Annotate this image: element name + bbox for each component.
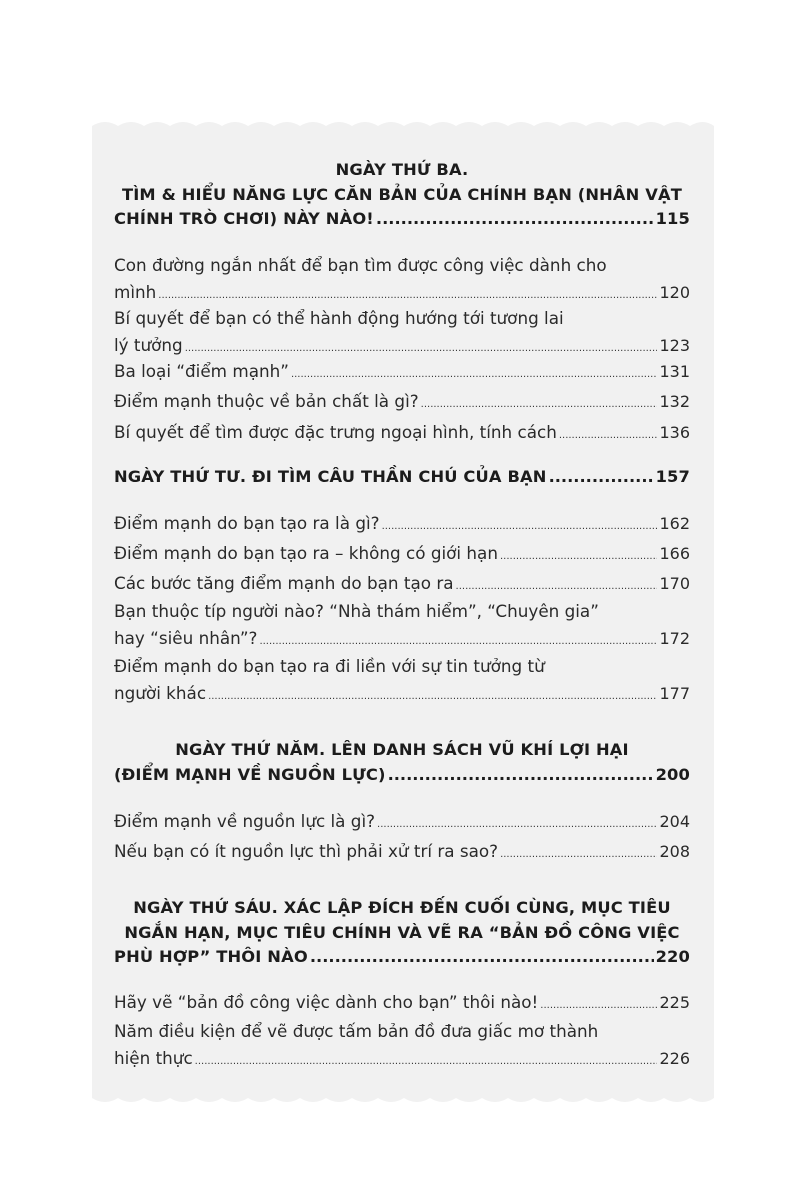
toc-entry[interactable]	[114, 419, 690, 450]
chapter-title-line: NGÀY THỨ TƯ. ĐI TÌM CÂU THẦN CHÚ CỦA BẠN	[114, 467, 547, 486]
toc-entry[interactable]	[114, 653, 690, 710]
torn-bottom-edge	[92, 1092, 714, 1104]
entry-page-number: 172	[659, 628, 690, 648]
entry-title-line: Hãy vẽ “bản đồ công việc dành cho bạn” thôi nào!	[114, 992, 539, 1012]
dot-leader	[388, 763, 654, 788]
torn-top-edge	[92, 120, 714, 132]
chapter-page-number: 200	[655, 764, 690, 784]
entry-title-line: Năm điều kiện để vẽ được tấm bản đồ đưa giấc mơ thành	[114, 1021, 599, 1041]
toc-entry[interactable]	[114, 252, 690, 309]
chapter-page-number: 115	[655, 209, 690, 228]
chapter-title-line: TÌM & HIỂU NĂNG LỰC CĂN BẢN CỦA CHÍNH BẠN (NHÂN VẬT	[121, 184, 683, 204]
toc-entry[interactable]	[114, 598, 690, 655]
toc-entry[interactable]	[114, 1018, 690, 1075]
chapter-page-number: 157	[655, 467, 690, 486]
entry-title-line: hiện thực	[114, 1047, 193, 1068]
paper-edge-shape	[92, 1092, 714, 1102]
dot-leader	[559, 423, 658, 450]
chapter-title-line: NGÀY THỨ BA.	[335, 160, 469, 179]
dot-leader	[310, 945, 654, 970]
toc-entry[interactable]	[114, 305, 690, 362]
toc-entry[interactable]	[114, 989, 690, 1020]
entry-title-line: hay “siêu nhân”?	[114, 627, 258, 648]
chapter-title-line: NGÀY THỨ NĂM. LÊN DANH SÁCH VŨ KHÍ LỢI HẠI	[175, 740, 629, 759]
dot-leader	[208, 684, 657, 711]
toc-entry[interactable]	[114, 540, 690, 571]
entry-page-number: 204	[659, 812, 690, 831]
toc-entry[interactable]	[114, 510, 690, 541]
entry-page-number: 162	[659, 514, 690, 533]
entry-page-number: 120	[659, 282, 690, 302]
dot-leader	[291, 362, 658, 389]
dot-leader	[382, 514, 658, 541]
toc-entry[interactable]	[114, 838, 690, 869]
chapter-heading[interactable]	[114, 896, 690, 970]
entry-title-line: Ba loại “điểm mạnh”	[114, 361, 289, 381]
entry-page-number: 225	[659, 993, 690, 1012]
entry-page-number: 166	[659, 544, 690, 563]
chapter-heading[interactable]	[114, 158, 690, 232]
chapter-heading[interactable]	[114, 465, 690, 490]
dot-leader	[540, 993, 657, 1020]
entry-title-line: Điểm mạnh do bạn tạo ra đi liền với sự tin tưởng từ	[114, 656, 545, 676]
toc-entry[interactable]	[114, 808, 690, 839]
entry-title-line: Bí quyết để tìm được đặc trưng ngoại hình, tính cách	[114, 422, 557, 442]
entry-title-line: lý tưởng	[114, 334, 183, 355]
entry-page-number: 226	[659, 1048, 690, 1068]
entry-title-line: Điểm mạnh thuộc về bản chất là gì?	[114, 391, 419, 411]
entry-page-number: 177	[659, 683, 690, 703]
entry-page-number: 131	[659, 362, 690, 381]
paper-edge-shape	[92, 122, 714, 132]
toc-entry[interactable]	[114, 570, 690, 601]
chapter-title-line: (ĐIỂM MẠNH VỀ NGUỒN LỰC)	[114, 764, 386, 784]
dot-leader	[259, 629, 657, 656]
dot-leader	[500, 842, 657, 869]
dot-leader	[456, 574, 658, 601]
dot-leader	[377, 812, 657, 839]
chapter-heading[interactable]	[114, 738, 690, 787]
dot-leader	[376, 207, 654, 232]
entry-title-line: Con đường ngắn nhất để bạn tìm được công việc dành cho	[114, 255, 607, 275]
entry-title-line: mình	[114, 281, 157, 302]
chapter-title-line: CHÍNH TRÒ CHƠI) NÀY NÀO!	[114, 209, 374, 228]
entry-title-line: người khác	[114, 682, 207, 703]
entry-title-line: Điểm mạnh về nguồn lực là gì?	[114, 811, 376, 831]
entry-title-line: Nếu bạn có ít nguồn lực thì phải xử trí ra sao?	[114, 841, 499, 861]
entry-page-number: 208	[659, 842, 690, 861]
entry-title-line: Bí quyết để bạn có thể hành động hướng tới tương lai	[114, 308, 564, 328]
chapter-title-line: NGẮN HẠN, MỤC TIÊU CHÍNH VÀ VẼ RA “BẢN ĐỒ CÔNG VIỆC	[124, 922, 680, 942]
dot-leader	[195, 1049, 658, 1076]
entry-title-line: Bạn thuộc típ người nào? “Nhà thám hiểm”, “Chuyên gia”	[114, 601, 599, 621]
toc-entry[interactable]	[114, 388, 690, 419]
entry-title-line: Các bước tăng điểm mạnh do bạn tạo ra	[114, 573, 454, 593]
entry-page-number: 136	[659, 423, 690, 442]
dot-leader	[421, 392, 658, 419]
toc-page	[92, 128, 714, 1096]
chapter-page-number: 220	[655, 947, 690, 966]
dot-leader	[500, 544, 657, 571]
entry-title-line: Điểm mạnh do bạn tạo ra – không có giới hạn	[114, 543, 498, 563]
entry-page-number: 132	[659, 392, 690, 411]
toc-entry[interactable]	[114, 358, 690, 389]
entry-title-line: Điểm mạnh do bạn tạo ra là gì?	[114, 513, 380, 533]
entry-page-number: 123	[659, 335, 690, 355]
chapter-title-line: PHÙ HỢP” THÔI NÀO	[114, 947, 308, 966]
chapter-title-line: NGÀY THỨ SÁU. XÁC LẬP ĐÍCH ĐẾN CUỐI CÙNG, MỤC TIÊU	[133, 898, 671, 917]
entry-page-number: 170	[659, 574, 690, 593]
dot-leader	[549, 465, 654, 490]
